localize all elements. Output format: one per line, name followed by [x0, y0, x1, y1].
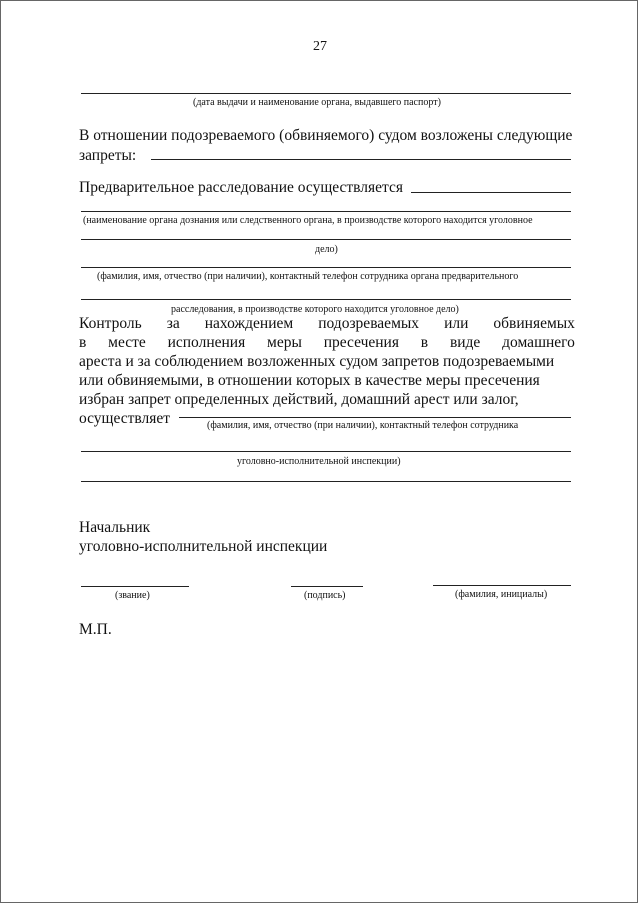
organ-line[interactable] — [81, 211, 571, 212]
inspector-fill-line[interactable] — [179, 417, 571, 418]
control-word: виде — [449, 334, 481, 351]
passport-caption: (дата выдачи и наименование органа, выдавшего паспорт) — [193, 97, 441, 108]
name-initials-caption: (фамилия, инициалы) — [455, 589, 548, 600]
control-text-line-1 — [79, 315, 575, 333]
control-word: пресечения — [323, 334, 399, 351]
inspector-caption-line-2: уголовно-исполнительной инспекции) — [237, 456, 401, 467]
officer-line-2[interactable] — [81, 299, 571, 300]
inspector-caption-line-1: (фамилия, имя, отчество (при наличии), контактный телефон сотрудника — [207, 420, 519, 431]
chief-title-line-1: Начальник — [79, 519, 151, 536]
control-text-line-3: ареста и за соблюдением возложенных судом запретов подозреваемыми — [79, 353, 555, 370]
chief-title-line-2: уголовно-исполнительной инспекции — [79, 538, 328, 555]
restrictions-text-line-1: В отношении подозреваемого (обвиняемого) судом возложены следующие — [79, 127, 573, 144]
control-word: исполнения — [167, 334, 246, 351]
control-word: в — [79, 334, 87, 351]
investigation-text: Предварительное расследование осуществляется — [79, 179, 404, 196]
inspector-line-3[interactable] — [81, 481, 571, 482]
control-word: нахождением — [204, 315, 294, 332]
control-word: обвиняемых — [493, 315, 575, 332]
control-word: или — [444, 315, 469, 332]
organ-caption-line-2: дело) — [315, 244, 338, 255]
control-text-line-4: или обвиняемыми, в отношении которых в качестве меры пресечения — [79, 372, 540, 389]
inspector-line-2[interactable] — [81, 451, 571, 452]
control-word: за — [166, 315, 180, 332]
control-word: в — [420, 334, 429, 351]
control-word: домашнего — [502, 334, 575, 351]
organ-line-2[interactable] — [81, 239, 571, 240]
control-word: подозреваемых — [318, 315, 420, 332]
control-text-line-5: избран запрет определенных действий, домашний арест или залог, — [79, 391, 519, 408]
control-word: Контроль — [79, 315, 142, 332]
page-number: 27 — [313, 39, 327, 54]
control-text-line-2 — [79, 334, 575, 352]
restrictions-text-line-2: запреты: — [79, 147, 137, 164]
control-word: месте — [108, 334, 146, 351]
officer-caption-line-2: расследования, в производстве которого находится уголовное дело) — [171, 304, 459, 315]
officer-caption-line-1: (фамилия, имя, отчество (при наличии), контактный телефон сотрудника органа предварительного — [97, 271, 519, 282]
rank-caption: (звание) — [115, 590, 150, 601]
rank-line[interactable] — [81, 586, 189, 587]
name-initials-line[interactable] — [433, 585, 571, 586]
signature-line[interactable] — [291, 586, 363, 587]
officer-line[interactable] — [81, 267, 571, 268]
control-text-line-6: осуществляет — [79, 410, 171, 427]
signature-caption: (подпись) — [304, 590, 346, 601]
restrictions-fill-line[interactable] — [151, 159, 571, 160]
control-word: меры — [267, 334, 302, 351]
passport-line — [81, 93, 571, 94]
investigation-fill-line[interactable] — [411, 192, 571, 193]
stamp-mark: М.П. — [79, 621, 112, 638]
organ-caption-line-1: (наименование органа дознания или следственного органа, в производстве которого находится уголовное — [83, 215, 533, 226]
